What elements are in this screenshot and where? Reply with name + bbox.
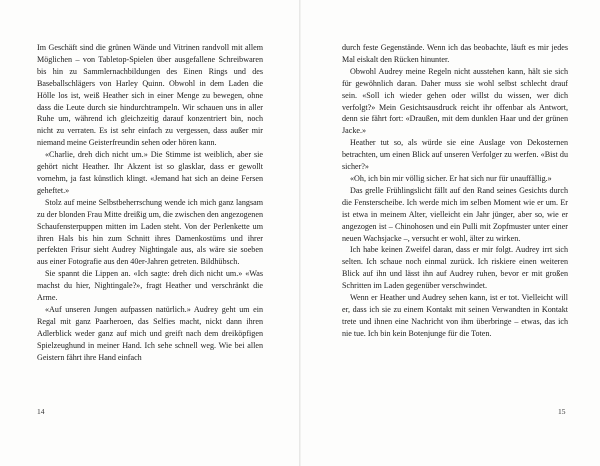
right-paragraph-2: Obwohl Audrey meine Regeln nicht ausstehen kann, hält sie sich für gewöhnlich daran. Daher muss sie wohl selbst schlecht drauf sein. «Soll ich wieder gehen oder willst du wissen, wer dich verfolgt?» Mein Gesichtsausdruck reicht ihr offenbar als Antwort, denn sie fährt fort: «Draußen, mit dem dunklen Haar und der grünen Jacke.» [342, 66, 568, 136]
right-page-number: 15 [558, 407, 566, 416]
right-paragraph-4: «Oh, ich bin mir völlig sicher. Er hat sich nur für unauffällig.» [350, 173, 552, 183]
right-paragraph-7: Wenn er Heather und Audrey sehen kann, ist er tot. Vielleicht will er, dass ich sie zu einem Kontakt mit seinen Verwandten in Kontakt trete und ihnen eine Nachricht von ihm überbringe – etwas, das ich nie tue. Ich bin kein Botenjunge für die Toten. [342, 293, 568, 338]
left-paragraph-2: «Charlie, dreh dich nicht um.» Die Stimme ist weiblich, aber sie gehört nicht Heather. Ihr Akzent ist so glasklar, dass er gewollt vornehm, ja fast künstlich klingt. «Jemand hat sich an deine Fersen geheftet.» [37, 150, 263, 195]
right-paragraph-3: Heather tut so, als würde sie eine Auslage von Dekosternen betrachten, um einen Blick auf unseren Verfolger zu werfen. «Bist du sicher?» [342, 138, 568, 172]
right-paragraph-1: durch feste Gegenstände. Wenn ich das beobachte, läuft es mir jedes Mal eiskalt den Rücken hinunter. [342, 43, 568, 64]
left-paragraph-4: Sie spannt die Lippen an. «Ich sagte: dreh dich nicht um.» «Was machst du hier, Nightingale?», fragt Heather und verschränkt die Arme. [37, 269, 263, 303]
right-page [342, 42, 568, 414]
left-page-number: 14 [37, 407, 45, 416]
left-paragraph-5: «Auf unseren Jungen aufpassen natürlich.» Audrey geht um ein Regal mit ganz Paarheroen, das Selfies macht, nickt dann ihren Adlerblick weder ganz auf mich und greift nach dem dreiköpfigen Spielzeughund in meiner Hand. Ich sehe schnell weg. Wie bei allen Geistern fährt ihre Hand einfach [37, 304, 263, 362]
right-paragraph-5: Das grelle Frühlingslicht fällt auf den Rand seines Gesichts durch die Fensterscheibe. Ich werde mich im selben Moment wie er um. Er ist etwa in meinem Alter, vielleicht ein Jahr jünger, aber so, wie er angezogen ist – Chinohosen und ein Pulli mit Zopfmuster unter einer neuen Wachsjacke –, versucht er wohl, älter zu wirken. [342, 185, 568, 243]
left-paragraph-1: Im Geschäft sind die grünen Wände und Vitrinen randvoll mit allem Möglichen – von Tabletop-Spielen über ausgefallene Schreibwaren bis hin zu Sammlernachbildungen des Einen Rings und des Baseballschlägers von Harley Quinn. Obwohl in dem Laden die Hölle los ist, weiß Heather sich in einer Menge zu bewegen, ohne dass die Leute durch sie hindurchtrampeln. Wir schauen uns in aller Ruhe um, während ich gleichzeitig darauf konzentriert bin, noch nicht zu verraten. Es ist sehr einfach zu vergessen, dass außer mir niemand meine Geisterfreundin sehen oder hören kann. [37, 43, 263, 148]
left-page [37, 42, 263, 414]
right-paragraph-6: Ich habe keinen Zweifel daran, dass er mir folgt. Audrey irrt sich selten. Ich schaue noch einmal zurück. Ich riskiere einen weiteren Blick auf ihn und lässt ihn auf Audrey ruhen, bevor er mit großen Schritten im Laden gegenüber verschwindet. [342, 245, 568, 291]
book-gutter [299, 0, 301, 466]
left-paragraph-3: Stolz auf meine Selbstbeherrschung wende ich mich ganz langsam zu der blonden Frau Mitte dreißig um, die zwischen den angezogenen Schaufensterpuppen mitten im Laden steht. Von der Perlenkette um ihren Hals bis hin zum Schnitt ihres Damenkostüms und ihrer perfekten Frisur sieht Audrey Nightingale aus, als wäre sie soeben aus einer Fotografie aus den 40er-Jahren getreten. Bildhübsch. [37, 197, 263, 267]
